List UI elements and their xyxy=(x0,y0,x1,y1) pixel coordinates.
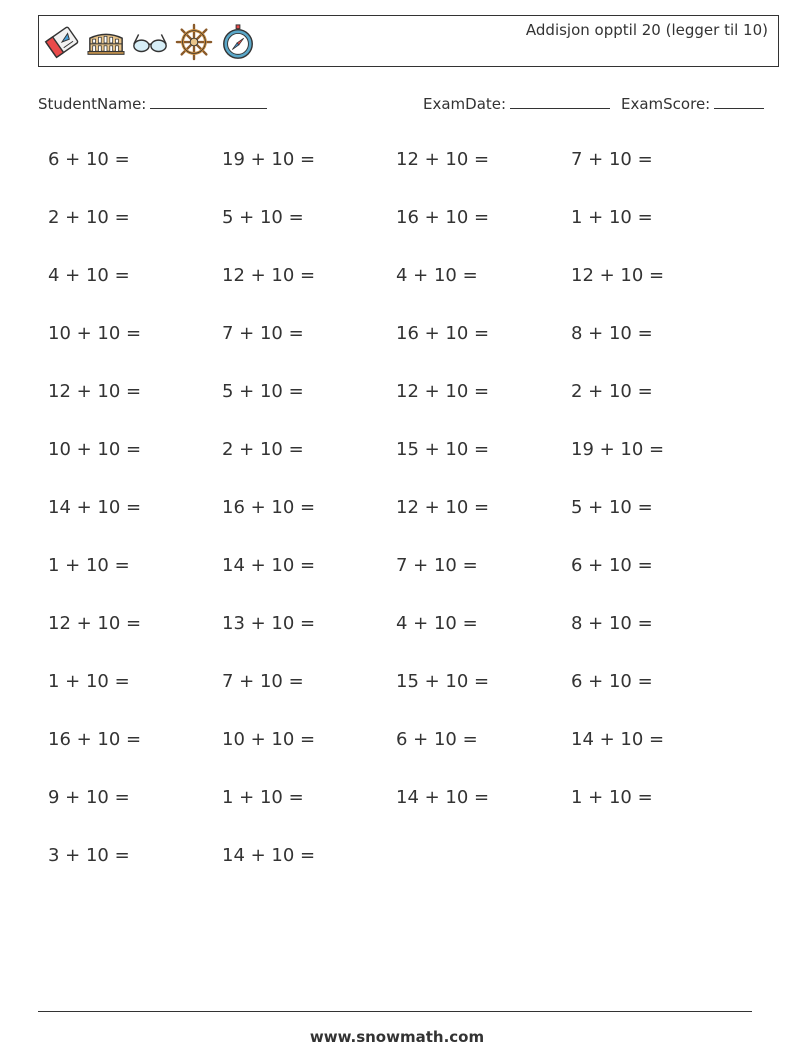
problem-item: 2 + 10 = xyxy=(222,439,304,460)
problem-item: 4 + 10 = xyxy=(396,613,478,634)
problem-item: 14 + 10 = xyxy=(396,787,490,808)
problem-item: 5 + 10 = xyxy=(222,381,304,402)
problem-item: 15 + 10 = xyxy=(396,671,490,692)
problem-item: 7 + 10 = xyxy=(222,671,304,692)
problem-item: 3 + 10 = xyxy=(48,845,130,866)
problem-item: 10 + 10 = xyxy=(48,323,142,344)
worksheet-title: Addisjon opptil 20 (legger til 10) xyxy=(525,21,768,39)
problem-item: 4 + 10 = xyxy=(396,265,478,286)
exam-date-label: ExamDate: xyxy=(423,95,507,113)
problem-item: 6 + 10 = xyxy=(571,671,653,692)
problem-item: 19 + 10 = xyxy=(222,149,316,170)
problem-item: 12 + 10 = xyxy=(48,381,142,402)
footer-divider xyxy=(38,1011,752,1012)
exam-date-line[interactable] xyxy=(510,92,610,109)
student-name-field[interactable] xyxy=(38,92,267,113)
problem-item: 12 + 10 = xyxy=(571,265,665,286)
colosseum-icon xyxy=(87,23,125,61)
header-icons xyxy=(43,21,257,63)
exam-score-field[interactable] xyxy=(621,92,764,113)
problem-item: 7 + 10 = xyxy=(571,149,653,170)
problem-item: 10 + 10 = xyxy=(48,439,142,460)
problem-item: 1 + 10 = xyxy=(48,671,130,692)
problem-item: 1 + 10 = xyxy=(571,207,653,228)
problem-item: 16 + 10 = xyxy=(222,497,316,518)
problem-item: 2 + 10 = xyxy=(48,207,130,228)
problem-item: 12 + 10 = xyxy=(396,381,490,402)
worksheet-header xyxy=(38,15,779,67)
problem-item: 14 + 10 = xyxy=(222,845,316,866)
ship-wheel-icon xyxy=(175,23,213,61)
problem-item: 6 + 10 = xyxy=(571,555,653,576)
exam-date-field[interactable] xyxy=(423,92,610,113)
student-name-label: StudentName: xyxy=(38,95,147,113)
problem-item: 6 + 10 = xyxy=(396,729,478,750)
problem-item: 9 + 10 = xyxy=(48,787,130,808)
problem-item: 8 + 10 = xyxy=(571,613,653,634)
footer-url[interactable]: www.snowmath.com xyxy=(309,1028,485,1046)
problem-item: 13 + 10 = xyxy=(222,613,316,634)
problem-item: 14 + 10 = xyxy=(222,555,316,576)
problem-item: 6 + 10 = xyxy=(48,149,130,170)
sunglasses-icon xyxy=(131,23,169,61)
problem-item: 15 + 10 = xyxy=(396,439,490,460)
info-row xyxy=(38,92,771,116)
problem-item: 14 + 10 = xyxy=(571,729,665,750)
problem-item: 12 + 10 = xyxy=(222,265,316,286)
problem-item: 16 + 10 = xyxy=(396,207,490,228)
student-name-line[interactable] xyxy=(150,92,267,109)
problem-item: 5 + 10 = xyxy=(571,497,653,518)
problem-item: 14 + 10 = xyxy=(48,497,142,518)
exam-score-line[interactable] xyxy=(714,92,764,109)
problem-item: 12 + 10 = xyxy=(48,613,142,634)
problem-item: 16 + 10 = xyxy=(396,323,490,344)
ticket-icon xyxy=(43,23,81,61)
problem-item: 5 + 10 = xyxy=(222,207,304,228)
problem-item: 19 + 10 = xyxy=(571,439,665,460)
compass-icon xyxy=(219,23,257,61)
problem-item: 1 + 10 = xyxy=(48,555,130,576)
exam-score-label: ExamScore: xyxy=(621,95,711,113)
problem-item: 2 + 10 = xyxy=(571,381,653,402)
problem-item: 1 + 10 = xyxy=(222,787,304,808)
problem-item: 1 + 10 = xyxy=(571,787,653,808)
problem-item: 16 + 10 = xyxy=(48,729,142,750)
problem-item: 8 + 10 = xyxy=(571,323,653,344)
problem-item: 7 + 10 = xyxy=(396,555,478,576)
problem-item: 7 + 10 = xyxy=(222,323,304,344)
problem-item: 10 + 10 = xyxy=(222,729,316,750)
problem-item: 4 + 10 = xyxy=(48,265,130,286)
problem-item: 12 + 10 = xyxy=(396,497,490,518)
problem-item: 12 + 10 = xyxy=(396,149,490,170)
